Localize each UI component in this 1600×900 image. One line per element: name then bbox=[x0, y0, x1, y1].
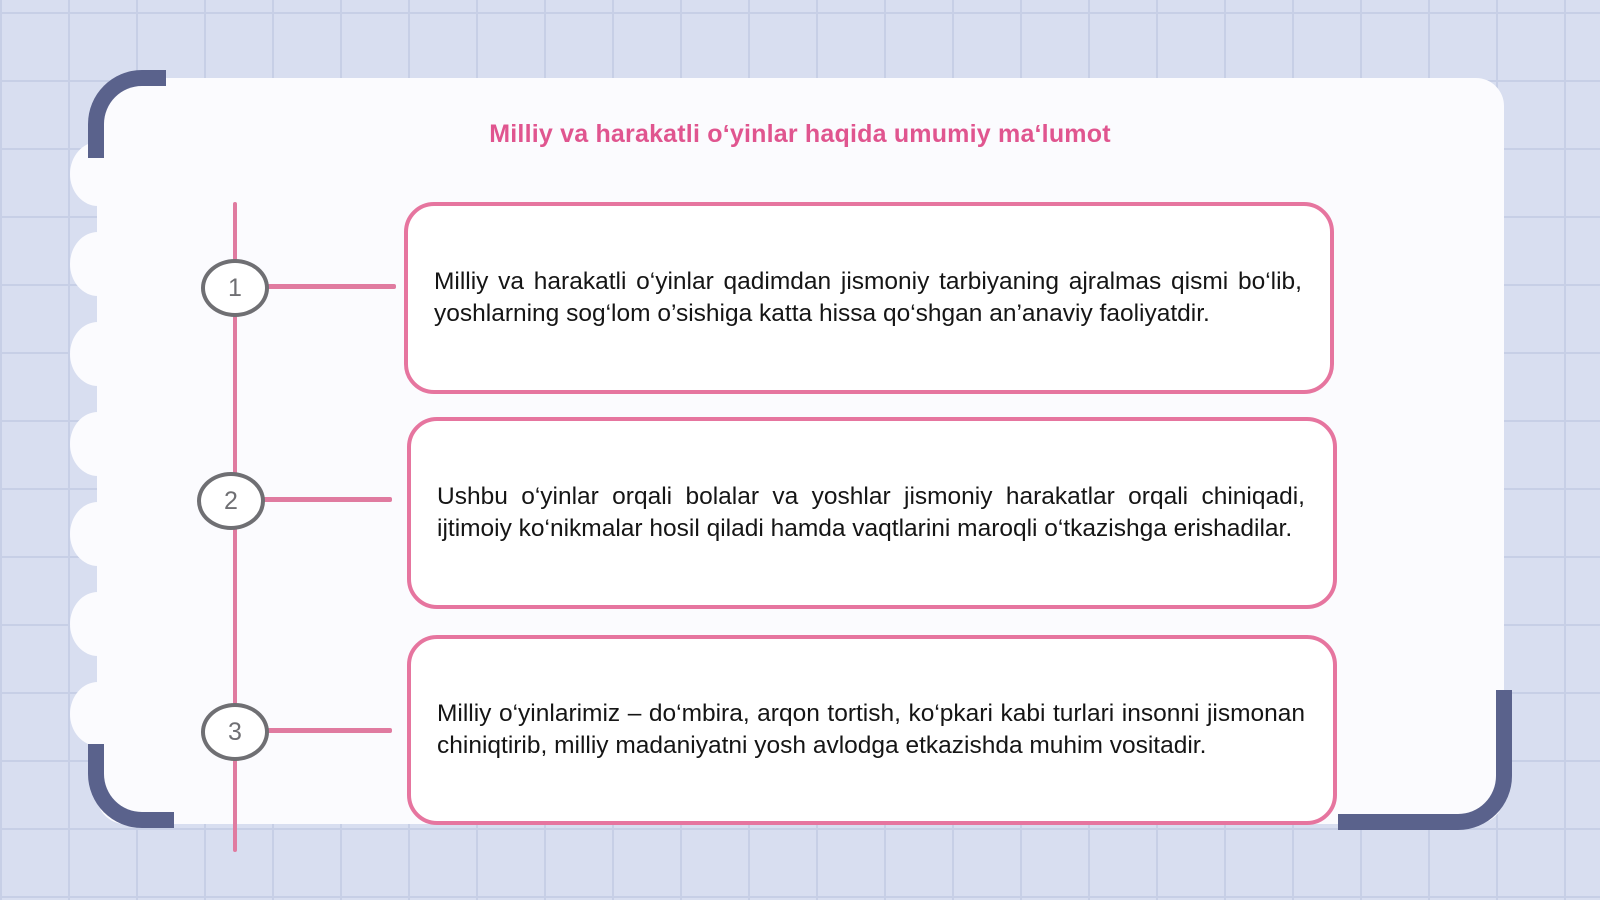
step-number-circle bbox=[201, 259, 269, 317]
info-box bbox=[407, 635, 1337, 825]
notebook-scallop bbox=[70, 502, 126, 566]
notebook-scallop bbox=[70, 682, 126, 746]
step-number: 1 bbox=[228, 273, 242, 302]
notebook-scallop bbox=[70, 322, 126, 386]
timeline-connector bbox=[262, 728, 392, 733]
info-box bbox=[407, 417, 1337, 609]
notebook-scallop bbox=[70, 592, 126, 656]
info-text: Ushbu o‘yinlar orqali bolalar va yoshlar jismoniy harakatlar orqali chiniqadi, ijtimoiy ko‘nikmalar hosil qiladi hamda vaqtlarini maroqli o‘tkazishga erishadilar. bbox=[437, 483, 1305, 542]
slide-title: Milliy va harakatli oʻyinlar haqida umumiy maʻlumot bbox=[489, 120, 1111, 148]
frame-corner-bottom-left bbox=[88, 744, 174, 828]
info-text: Milliy va harakatli o‘yinlar qadimdan jismoniy tarbiyaning ajralmas qismi bo‘lib, yoshlarning sog‘lom o’sishiga katta hissa qo‘shgan an’anaviy faoliyatdir. bbox=[434, 268, 1302, 327]
step-number: 3 bbox=[228, 717, 242, 746]
info-text: Milliy o‘yinlarimiz – do‘mbira, arqon tortish, ko‘pkari kabi turlari insonni jismonan chiniqtirib, milliy madaniyatni yosh avlodga etkazishda muhim vositadir. bbox=[437, 700, 1305, 759]
frame-corner-top-left bbox=[88, 70, 166, 158]
notebook-scallop bbox=[70, 412, 126, 476]
step-number-circle bbox=[201, 703, 269, 761]
timeline-connector bbox=[262, 284, 396, 289]
info-box bbox=[404, 202, 1334, 394]
step-number-circle bbox=[197, 472, 265, 530]
step-number: 2 bbox=[224, 486, 238, 515]
notebook-scallop bbox=[70, 232, 126, 296]
frame-corner-bottom-right bbox=[1338, 690, 1512, 830]
timeline-connector bbox=[258, 497, 392, 502]
